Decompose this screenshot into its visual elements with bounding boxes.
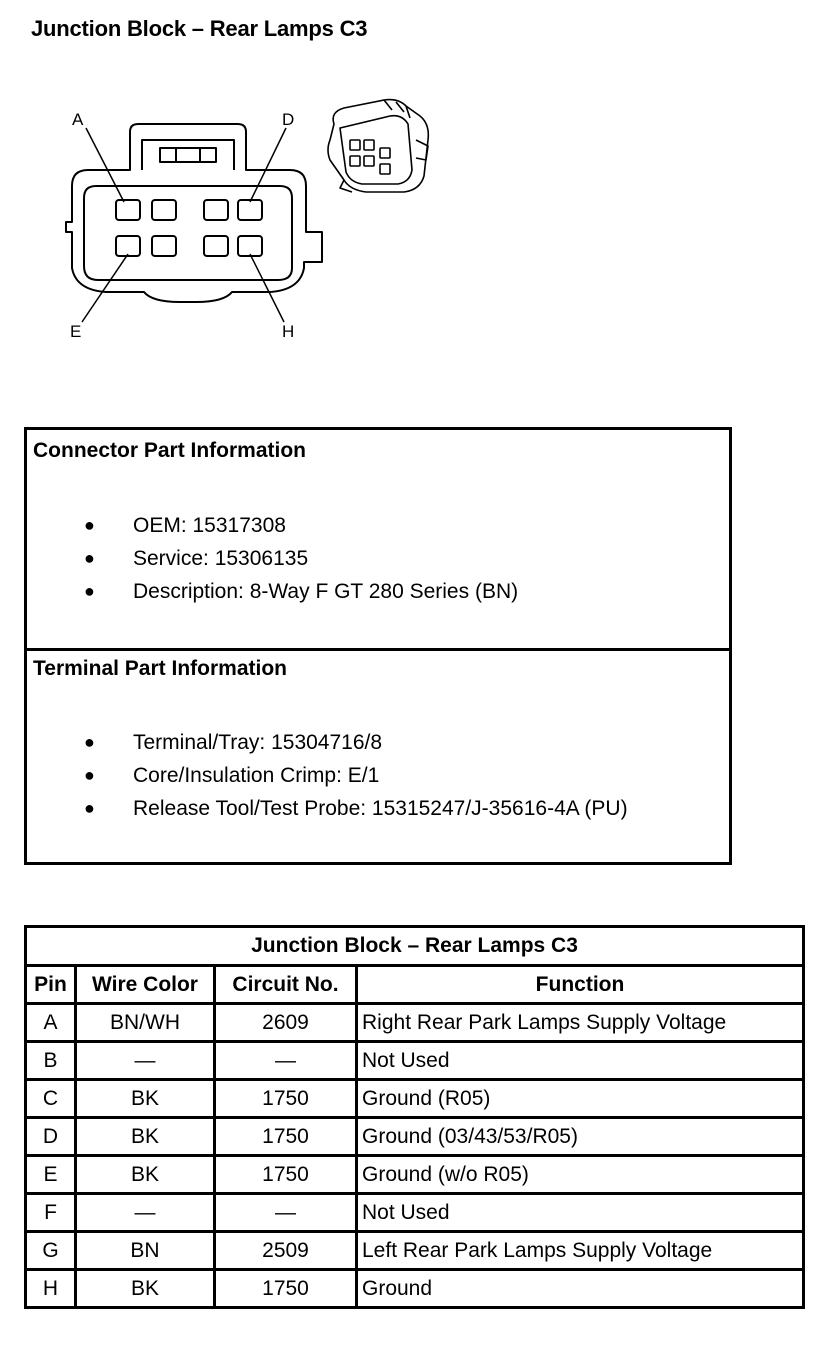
connector-latch xyxy=(142,140,234,170)
terminal-part-info xyxy=(27,648,729,862)
connector-isometric-illustration xyxy=(322,96,434,196)
pinout-table xyxy=(24,925,805,1309)
wire-color-cell: — xyxy=(76,1194,215,1232)
pin-cell: A xyxy=(26,1004,76,1042)
function-cell: Ground (03/43/53/R05) xyxy=(357,1118,804,1156)
wire-color-cell: BK xyxy=(76,1118,215,1156)
terminal-cavities xyxy=(116,200,262,256)
column-header-wire-color: Wire Color xyxy=(76,966,215,1004)
table-row xyxy=(26,1004,804,1042)
column-header-pin: Pin xyxy=(26,966,76,1004)
bullet-icon: ● xyxy=(84,581,95,601)
circuit-no-cell: 2509 xyxy=(215,1232,357,1270)
function-cell: Not Used xyxy=(357,1042,804,1080)
list-item-text: OEM: 15317308 xyxy=(133,514,286,537)
wire-color-cell: BN xyxy=(76,1232,215,1270)
wire-color-cell: BK xyxy=(76,1080,215,1118)
circuit-no-cell: 1750 xyxy=(215,1156,357,1194)
pin-cell: B xyxy=(26,1042,76,1080)
function-cell: Ground xyxy=(357,1270,804,1308)
pin-cell: G xyxy=(26,1232,76,1270)
table-row xyxy=(26,1232,804,1270)
wire-color-cell: BK xyxy=(76,1156,215,1194)
list-item-text: Core/Insulation Crimp: E/1 xyxy=(133,764,380,787)
bullet-icon: ● xyxy=(84,548,95,568)
function-cell: Left Rear Park Lamps Supply Voltage xyxy=(357,1232,804,1270)
pin-cell: E xyxy=(26,1156,76,1194)
pin-label-a: A xyxy=(72,110,84,129)
table-row xyxy=(26,1270,804,1308)
pin-cell: C xyxy=(26,1080,76,1118)
function-cell: Ground (R05) xyxy=(357,1080,804,1118)
pin-cell: D xyxy=(26,1118,76,1156)
circuit-no-cell: 2609 xyxy=(215,1004,357,1042)
cavity-b xyxy=(152,200,176,220)
wire-color-cell: — xyxy=(76,1042,215,1080)
column-header-function: Function xyxy=(357,966,804,1004)
column-header-circuit-no: Circuit No. xyxy=(215,966,357,1004)
cavity-e xyxy=(116,236,140,256)
cavity-f xyxy=(152,236,176,256)
table-header-row xyxy=(26,966,804,1004)
cavity-a xyxy=(116,200,140,220)
function-cell: Not Used xyxy=(357,1194,804,1232)
page-title: Junction Block – Rear Lamps C3 xyxy=(31,16,368,41)
table-title: Junction Block – Rear Lamps C3 xyxy=(26,927,804,966)
part-information-box xyxy=(24,427,732,865)
circuit-no-cell: — xyxy=(215,1042,357,1080)
table-row xyxy=(26,1042,804,1080)
list-item-text: Release Tool/Test Probe: 15315247/J-35616-4A (PU) xyxy=(133,797,628,820)
bullet-icon: ● xyxy=(84,798,95,818)
wire-color-cell: BN/WH xyxy=(76,1004,215,1042)
circuit-no-cell: 1750 xyxy=(215,1118,357,1156)
connector-face-diagram xyxy=(60,95,340,355)
pin-cell: F xyxy=(26,1194,76,1232)
list-item-text: Terminal/Tray: 15304716/8 xyxy=(133,731,383,754)
circuit-no-cell: 1750 xyxy=(215,1270,357,1308)
connector-housing-outline xyxy=(66,124,322,302)
table-row xyxy=(26,1118,804,1156)
terminal-part-info-heading: Terminal Part Information xyxy=(33,657,287,680)
table-row xyxy=(26,1080,804,1118)
table-row xyxy=(26,1156,804,1194)
connector-part-info-heading: Connector Part Information xyxy=(33,439,307,462)
list-item-text: Description: 8-Way F GT 280 Series (BN) xyxy=(133,580,519,603)
table-title-row xyxy=(26,927,804,966)
cavity-g xyxy=(204,236,228,256)
circuit-no-cell: — xyxy=(215,1194,357,1232)
cavity-h xyxy=(238,236,262,256)
function-cell: Ground (w/o R05) xyxy=(357,1156,804,1194)
connector-part-info xyxy=(27,430,729,651)
circuit-no-cell: 1750 xyxy=(215,1080,357,1118)
pin-cell: H xyxy=(26,1270,76,1308)
table-row xyxy=(26,1194,804,1232)
pin-label-e: E xyxy=(70,322,82,341)
cavity-c xyxy=(204,200,228,220)
bullet-icon: ● xyxy=(84,732,95,752)
function-cell: Right Rear Park Lamps Supply Voltage xyxy=(357,1004,804,1042)
list-item-text: Service: 15306135 xyxy=(133,547,309,570)
cavity-d xyxy=(238,200,262,220)
pin-label-h: H xyxy=(282,322,295,341)
wire-color-cell: BK xyxy=(76,1270,215,1308)
bullet-icon: ● xyxy=(84,515,95,535)
bullet-icon: ● xyxy=(84,765,95,785)
pin-label-d: D xyxy=(282,110,295,129)
